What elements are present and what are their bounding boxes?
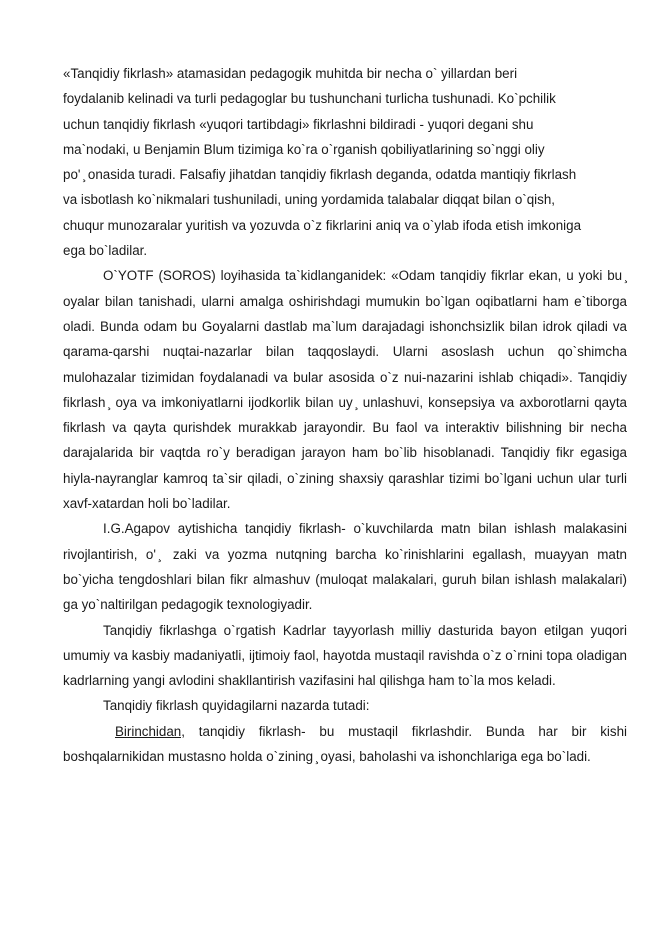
paragraph-1-line: uchun tanqidiy fikrlash «yuqori tartibdagi» fikrlashni bildiradi - yuqori degani shu xyxy=(63,116,534,132)
paragraph-4: Tanqidiy fikrlashga o`rgatish Kadrlar tayyorlash milliy dasturida bayon etilgan yuqori umumiy va kasbiy madaniyatli, ijtimoiy faol, hayotda mustaqil ravishda o`z o`rnini topa oladigan kadrlarning yangi avlodini shakllantirish vazifasini hal qilishga ham to`la mos keladi. xyxy=(63,622,627,689)
paragraph-1-line: chuqur munozaralar yuritish va yozuvda o`z fikrlarini aniq va o`ylab ifoda etish imkoniga xyxy=(63,217,582,233)
paragraph-1-line: foydalanib kelinadi va turli pedagoglar bu tushunchani turlicha tushunadi. Ko`pchilik xyxy=(63,91,556,107)
paragraph-3: I.G.Agapov aytishicha tanqidiy fikrlash- o`kuvchilarda matn bilan ishlash malakasini rivojlantirish, o' ̧ zaki va yozma nutqning barcha ko`rinishlarini egallash, muayyan matn bo`yicha tengdoshlari bilan fikr almashuv (muloqat malakalari, guruh bilan ishlash malakalari) ga yo`naltirilgan pedagogik texnologiyadir. xyxy=(63,521,627,613)
paragraph-5: Tanqidiy fikrlash quyidagilarni nazarda tutadi: xyxy=(103,698,370,714)
paragraph-6 xyxy=(63,719,627,770)
firstly-label: Birinchidan, xyxy=(115,723,185,739)
paragraph-1-line: ma`nodaki, u Benjamin Blum tizimiga ko`ra o`rganish qobiliyatlarining so`nggi oliy xyxy=(63,141,545,157)
paragraph-1-line: po' ̧ onasida turadi. Falsafiy jihatdan tanqidiy fikrlash deganda, odatda mantiqiy fikrlash xyxy=(63,167,577,183)
paragraph-1-line: va isbotlash ko`nikmalari tushuniladi, uning yordamida talabalar diqqat bilan o`qish, xyxy=(63,192,556,208)
paragraph-1-line: ega bo`ladilar. xyxy=(63,243,148,259)
document-page xyxy=(63,61,627,769)
paragraph-1 xyxy=(63,61,627,263)
paragraph-1-line: «Tanqidiy fikrlash» atamasidan pedagogik muhitda bir necha o` yillardan beri xyxy=(63,66,518,81)
paragraph-2: O`YOTF (SOROS) loyihasida ta`kidlanganidek: «Odam tanqidiy fikrlar ekan, u yoki bu ̧ oyalar bilan tanishadi, ularni amalga oshirishdagi mumukin bo`lgan oqibatlarni ham e`tiborga oladi. Bunda odam bu Goyalarni dastlab ma`lum darajadagi ishonchsizlik bilan idrok qiladi va qarama-qarshi nuqtai-nazarlar bilan taqqoslaydi. Ularni asoslash uchun qo`shimcha mulohazalar tizimidan foydalanadi va bular asosida o`z nui-nazarini ishlab chiqadi». Tanqidiy fikrlash ̧ oya va imkoniyatlarni ijodkorlik bilan uy ̧ unlashuvi, konsepsiya va axborotlarni qayta fikrlash va qayta qurishdek murakkab jarayondir. Bu faol va interaktiv bilishning bir necha darajalarida bir vaqtda ro`y beradigan jarayon ham bo`lib hisoblanadi. Tanqidiy fikr egasiga hiyla-nayranglar kamroq ta`sir qiladi, o`zining shaxsiy qarashlar tizimi bo`lgani uchun ular turli xavf-xatardan holi bo`ladilar. xyxy=(63,268,627,512)
paragraph-6-text: tanqidiy fikrlash- bu mustaqil fikrlashdir. Bunda har bir kishi boshqalarnikidan mustasno holda o`zining ̧ oyasi, baholashi va ishonchlariga ega bo`ladi. xyxy=(63,723,627,765)
